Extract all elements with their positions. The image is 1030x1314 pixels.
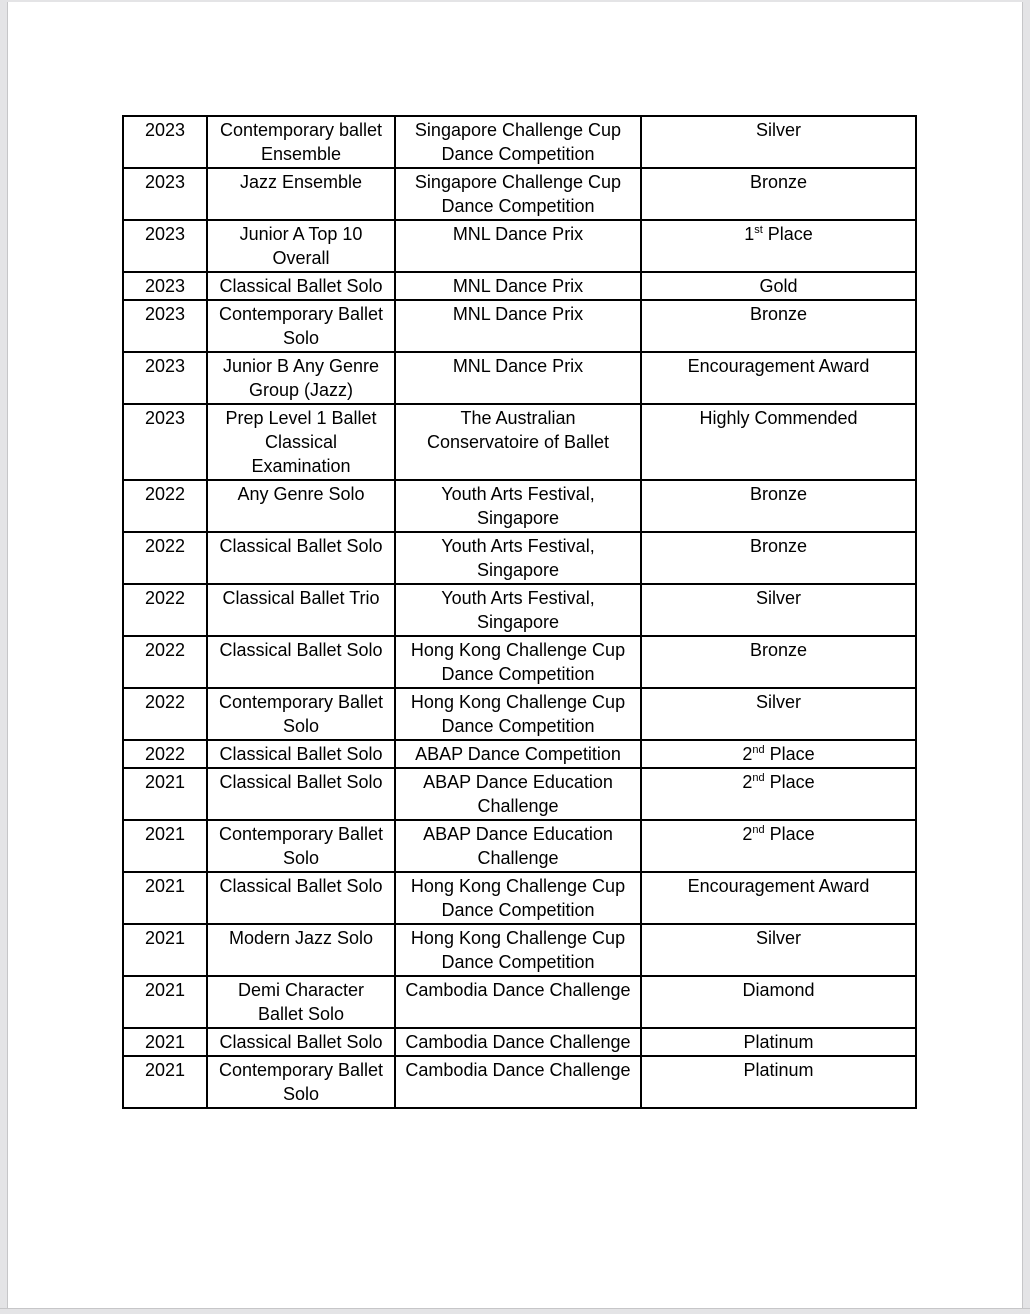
cell-year: 2022 — [123, 480, 207, 532]
table-row — [123, 404, 916, 480]
cell-category: Junior B Any Genre Group (Jazz) — [207, 352, 395, 404]
cell-competition: Youth Arts Festival, Singapore — [395, 584, 641, 636]
cell-award: 2nd Place — [641, 740, 916, 768]
cell-year: 2023 — [123, 116, 207, 168]
cell-award: Silver — [641, 924, 916, 976]
cell-award: 2nd Place — [641, 768, 916, 820]
cell-award: Bronze — [641, 636, 916, 688]
cell-competition: MNL Dance Prix — [395, 220, 641, 272]
cell-category: Contemporary Ballet Solo — [207, 300, 395, 352]
table-row — [123, 740, 916, 768]
cell-award: Platinum — [641, 1028, 916, 1056]
cell-award: Silver — [641, 116, 916, 168]
cell-year: 2021 — [123, 924, 207, 976]
cell-year: 2021 — [123, 768, 207, 820]
cell-category: Any Genre Solo — [207, 480, 395, 532]
cell-category: Modern Jazz Solo — [207, 924, 395, 976]
table-row — [123, 976, 916, 1028]
cell-category: Classical Ballet Solo — [207, 532, 395, 584]
cell-category: Classical Ballet Solo — [207, 1028, 395, 1056]
cell-category: Classical Ballet Solo — [207, 636, 395, 688]
page-frame-right — [1022, 0, 1030, 1314]
cell-category: Contemporary Ballet Solo — [207, 688, 395, 740]
cell-category: Classical Ballet Solo — [207, 740, 395, 768]
cell-award: Diamond — [641, 976, 916, 1028]
cell-category: Contemporary ballet Ensemble — [207, 116, 395, 168]
cell-year: 2021 — [123, 820, 207, 872]
cell-competition: Singapore Challenge Cup Dance Competition — [395, 116, 641, 168]
cell-year: 2021 — [123, 872, 207, 924]
cell-category: Classical Ballet Solo — [207, 272, 395, 300]
cell-award: Bronze — [641, 480, 916, 532]
table-row — [123, 1028, 916, 1056]
cell-award: Bronze — [641, 532, 916, 584]
cell-competition: Youth Arts Festival, Singapore — [395, 532, 641, 584]
table-row — [123, 532, 916, 584]
awards-table-body — [123, 116, 916, 1108]
table-row — [123, 688, 916, 740]
table-row — [123, 300, 916, 352]
cell-category: Contemporary Ballet Solo — [207, 820, 395, 872]
cell-award: Bronze — [641, 168, 916, 220]
cell-category: Demi Character Ballet Solo — [207, 976, 395, 1028]
cell-year: 2023 — [123, 352, 207, 404]
cell-year: 2023 — [123, 300, 207, 352]
cell-year: 2023 — [123, 404, 207, 480]
cell-year: 2022 — [123, 688, 207, 740]
cell-category: Classical Ballet Solo — [207, 768, 395, 820]
page-frame-left — [0, 0, 8, 1314]
table-row — [123, 820, 916, 872]
cell-award: Bronze — [641, 300, 916, 352]
cell-competition: MNL Dance Prix — [395, 272, 641, 300]
awards-table — [122, 115, 917, 1109]
table-row — [123, 220, 916, 272]
table-row — [123, 768, 916, 820]
cell-award: Platinum — [641, 1056, 916, 1108]
cell-award: Encouragement Award — [641, 872, 916, 924]
page-frame-bottom — [0, 1308, 1030, 1314]
table-row — [123, 272, 916, 300]
cell-competition: ABAP Dance Education Challenge — [395, 768, 641, 820]
cell-award: 1st Place — [641, 220, 916, 272]
cell-award: Silver — [641, 688, 916, 740]
cell-competition: Hong Kong Challenge Cup Dance Competition — [395, 872, 641, 924]
cell-competition: Cambodia Dance Challenge — [395, 1056, 641, 1108]
cell-competition: Singapore Challenge Cup Dance Competition — [395, 168, 641, 220]
cell-competition: MNL Dance Prix — [395, 300, 641, 352]
table-row — [123, 352, 916, 404]
table-row — [123, 924, 916, 976]
cell-competition: Cambodia Dance Challenge — [395, 976, 641, 1028]
cell-award: Highly Commended — [641, 404, 916, 480]
table-row — [123, 636, 916, 688]
cell-award: 2nd Place — [641, 820, 916, 872]
cell-year: 2022 — [123, 584, 207, 636]
cell-year: 2023 — [123, 220, 207, 272]
cell-category: Classical Ballet Solo — [207, 872, 395, 924]
cell-category: Classical Ballet Trio — [207, 584, 395, 636]
cell-award: Gold — [641, 272, 916, 300]
table-row — [123, 1056, 916, 1108]
table-row — [123, 116, 916, 168]
cell-year: 2021 — [123, 1028, 207, 1056]
cell-award: Silver — [641, 584, 916, 636]
cell-year: 2021 — [123, 1056, 207, 1108]
cell-year: 2023 — [123, 272, 207, 300]
cell-competition: Youth Arts Festival, Singapore — [395, 480, 641, 532]
table-row — [123, 872, 916, 924]
cell-year: 2022 — [123, 532, 207, 584]
cell-competition: Hong Kong Challenge Cup Dance Competition — [395, 636, 641, 688]
cell-competition: Hong Kong Challenge Cup Dance Competition — [395, 924, 641, 976]
cell-competition: ABAP Dance Education Challenge — [395, 820, 641, 872]
cell-category: Jazz Ensemble — [207, 168, 395, 220]
cell-year: 2022 — [123, 636, 207, 688]
cell-year: 2021 — [123, 976, 207, 1028]
cell-category: Junior A Top 10 Overall — [207, 220, 395, 272]
cell-award: Encouragement Award — [641, 352, 916, 404]
cell-competition: The Australian Conservatoire of Ballet — [395, 404, 641, 480]
table-row — [123, 480, 916, 532]
cell-year: 2023 — [123, 168, 207, 220]
cell-year: 2022 — [123, 740, 207, 768]
page-frame-top — [0, 0, 1030, 2]
cell-category: Prep Level 1 Ballet Classical Examination — [207, 404, 395, 480]
cell-competition: ABAP Dance Competition — [395, 740, 641, 768]
cell-competition: Hong Kong Challenge Cup Dance Competition — [395, 688, 641, 740]
cell-category: Contemporary Ballet Solo — [207, 1056, 395, 1108]
table-row — [123, 584, 916, 636]
cell-competition: Cambodia Dance Challenge — [395, 1028, 641, 1056]
table-row — [123, 168, 916, 220]
cell-competition: MNL Dance Prix — [395, 352, 641, 404]
